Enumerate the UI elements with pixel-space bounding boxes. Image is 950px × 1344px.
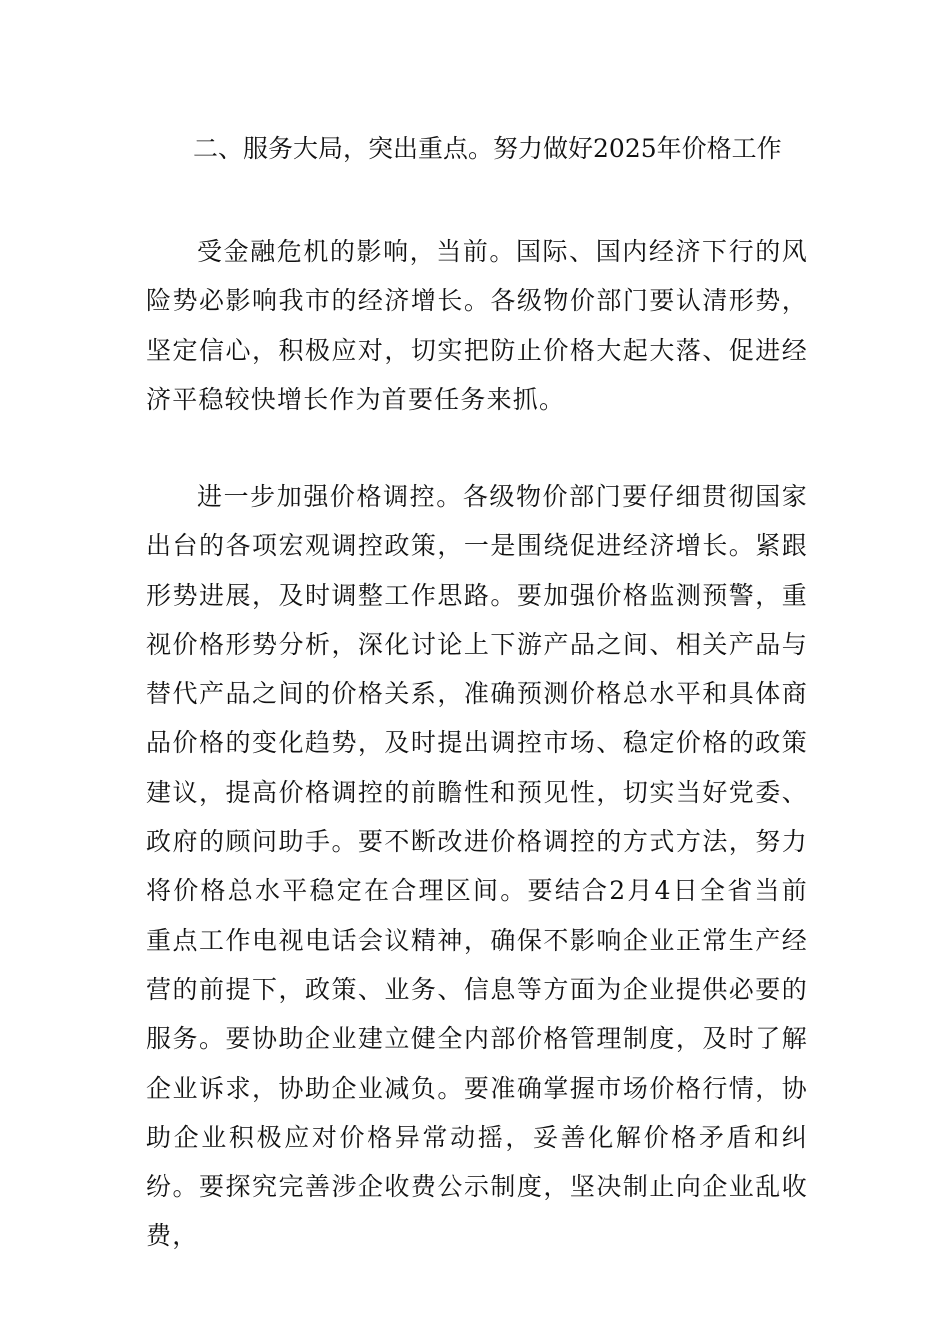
paragraph-financial-crisis: 受金融危机的影响，当前。国际、国内经济下行的风险势必影响我市的经济增长。各级物价部门要认清形势，坚定信心，积极应对，切实把防止价格大起大落、促进经济平稳较快增长作为首要任务来抓。 <box>146 237 808 414</box>
section-heading: 二、服务大局，突出重点。努力做好2025年价格工作 <box>193 134 782 163</box>
paragraph-price-regulation: 进一步加强价格调控。各级物价部门要仔细贯彻国家出台的各项宏观调控政策，一是围绕促进经济增长。紧跟形势进展，及时调整工作思路。要加强价格监测预警，重视价格形势分析，深化讨论上下游产品之间、相关产品与替代产品之间的价格关系，准确预测价格总水平和具体商品价格的变化趋势，及时提出调控市场、稳定价格的政策建议，提高价格调控的前瞻性和预见性，切实当好党委、政府的顾问助手。要不断改进价格调控的方式方法，努力将价格总水平稳定在合理区间。要结合2月4日全省当前重点工作电视电话会议精神，确保不影响企业正常生产经营的前提下，政策、业务、信息等方面为企业提供必要的服务。要协助企业建立健全内部价格管理制度，及时了解企业诉求，协助企业减负。要准确掌握市场价格行情，协助企业积极应对价格异常动摇，妥善化解价格矛盾和纠纷。要探究完善涉企收费公示制度，坚决制止向企业乱收费， <box>146 482 808 1251</box>
